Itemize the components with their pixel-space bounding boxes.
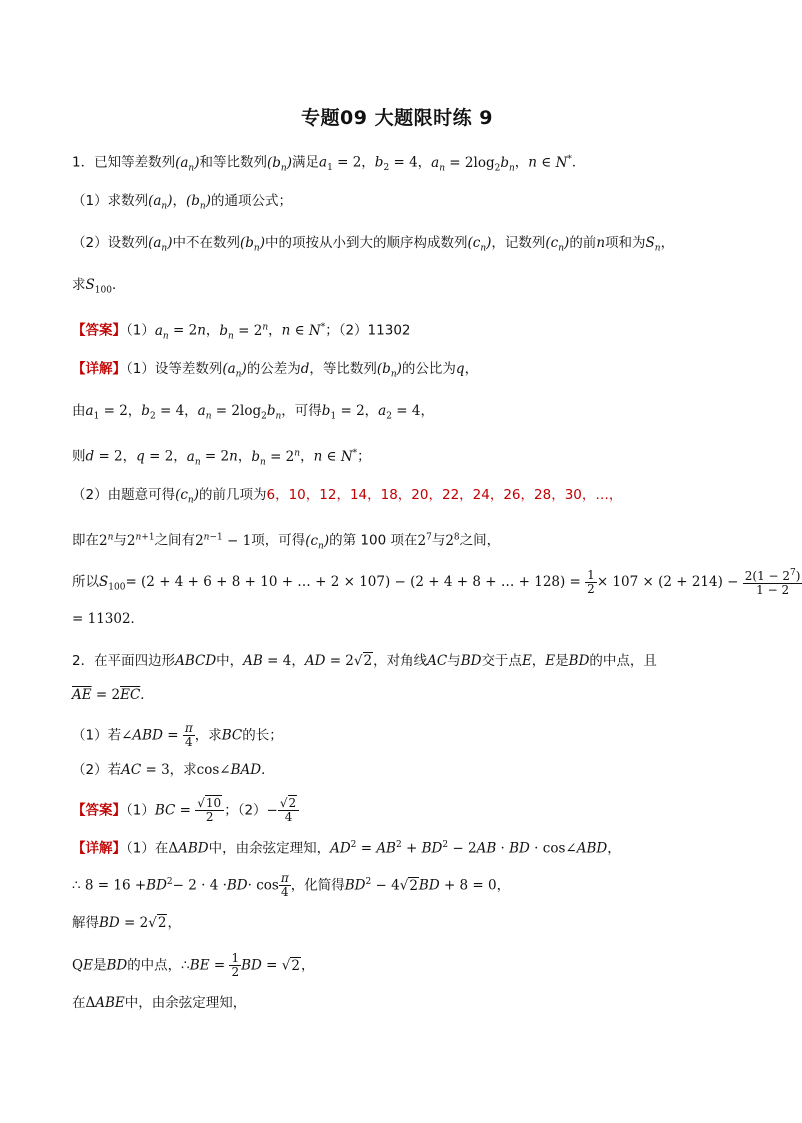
q2-detail-5: 在ΔABE中，由余弦定理知， [72,995,247,1011]
q2-stem: 2．在平面四边形ABCD中，AB = 4，AD = 2√2，对角线AC与BD交于点E，E是BD的中点，且 [72,653,657,669]
q2-detail-3: 解得BD = 2√2， [72,915,181,931]
q1-detail-5: 即在2$^n$与$2^{n+1}$之间有$2^{n-1} - 1$项，可得$(c_n)$的第 100 项在$2^7$与$2^8$之间， [72,532,501,552]
q1-answer: 【答案】$(1)a_n = 2n$，$b_n = 2^n$，n ∈ N*；（2）11302 [72,322,411,342]
q1-detail-1: 【详解】（1）设等差数列$(a_n)$的公差为d，等比数列$(b_n)$的公比为q， [72,361,479,380]
q2-part2: （2）若AC = 3，求cos∠BAD． [72,762,275,778]
page-title: 专题09 大题限时练 9 [301,107,493,129]
q1-part2: （2）设数列$(a_n)$中不在数列$(b_n)$中的项按从小到大的顺序构成数列$(c_n)$，记数列$(c_n)$的前n项和为$S_n$， [72,235,675,254]
q1-detail-2: 由$a_1 = 2$，$b_2 = 4$，$a_n = 2\log_2b_n$，可得$b_1 = 2$，$a_2 = 4$， [72,403,434,422]
q1-detail-6: 所以$S_{100}= (2 + 4 + 6 + 8 + 10$ + … + 2 × 107) − (2 + 4 + 8 + … + 128) = $\frac{1}{2}$ × 107 × (2 + 214) − $\frac{2(1 - 2^7)}{1 - 2}$ [72,567,801,597]
q2-stem-cont: $\overline{AE} = 2\overline{EC}$． [72,687,154,703]
q2-detail-2: ∴ $8 = 16 +BD^2- 2 \cdot 4 \cdot BD\cdot \cos$ $\frac{\pi}{4}$ ，化简得$BD^2 - 4√2BD + 8 = 0$， [72,871,511,899]
q1-detail-7: = 11302． [72,611,145,627]
q2-detail-4: QE是BD的中点，∴BE = $\frac{1}{2}$ BD = √2， [72,951,315,979]
q1-part1: （1）求数列$(a_n)$，$(b_n)$的通项公式； [72,193,292,212]
q1-detail-4: （2）由题意可得$(c_n)$的前几项为6，10，12，14，18，20，22，24，26，28，30，…， [72,487,623,506]
q1-stem: 1．已知等差数列$(a_n)$和等比数列$(b_n)$满足$a_1 = 2$，$b_2 = 4$，$a_n = 2\log_2b_n$，n ∈ N*． [72,154,586,174]
q2-answer: 【答案】（1）BC = $\frac{√10}{2}$ ；（2）− $\frac{√2}{4}$ [72,797,299,824]
q2-part1: （1）若∠ABD = $\frac{\pi}{4}$ ，求BC的长； [72,721,283,749]
q1-detail-3: 则d = 2，q = 2，$a_n = 2n$，$b_n = 2^n$，n ∈ N*； [72,448,371,468]
q2-detail-1: 【详解】（1）在ΔABD中，由余弦定理知，$AD^2 = AB^2 + BD^2 - 2AB$ · BD · cos∠ABD， [72,840,621,857]
q1-part2-cont: 求$S_{100}$． [72,277,126,296]
